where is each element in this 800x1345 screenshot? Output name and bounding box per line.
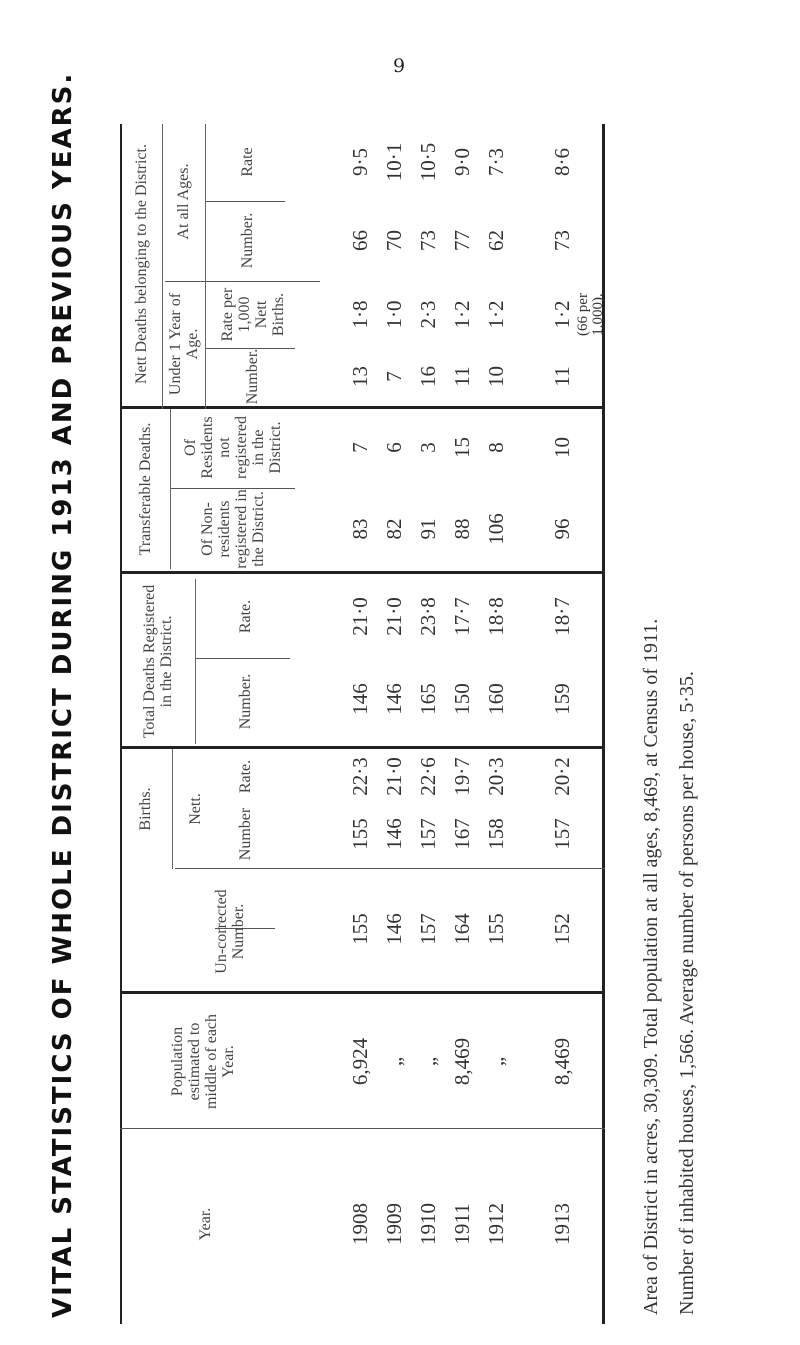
cell-residents: 15	[450, 437, 474, 458]
cell-all-number: 62	[484, 230, 508, 251]
header-non-residents: Of Non-residents registered in the District.	[198, 489, 267, 569]
cell-residents: 6	[382, 442, 406, 453]
cell-births-rate: 20·2	[550, 757, 574, 796]
header-uncorrected: Un-corrected Number.	[213, 889, 247, 974]
divider-births-sub	[175, 868, 605, 869]
cell-births-number: 167	[450, 818, 474, 850]
cell-all-number: 73	[416, 230, 440, 251]
header-nett-deaths: Nett Deaths belonging to the District.	[132, 144, 150, 384]
header-under-1-rate: Rate per 1,000 Nett Births.	[218, 287, 287, 342]
cell-residents: 7	[348, 442, 372, 453]
cell-all-rate: 9·5	[348, 148, 372, 176]
rule-nett-deaths-sub	[205, 124, 206, 409]
cell-uncorrected: 155	[484, 913, 508, 945]
cell-all-rate: 10·1	[382, 142, 406, 182]
cell-total-rate: 21·0	[348, 597, 372, 636]
cell-births-rate: 21·0	[382, 757, 406, 796]
cell-residents: 8	[484, 442, 508, 453]
cell-under-1-rate: 1·2	[450, 300, 474, 329]
cell-births-rate: 22·6	[416, 757, 440, 796]
cell-non-residents: 91	[416, 518, 440, 540]
cell-uncorrected: 152	[550, 913, 574, 945]
cell-uncorrected: 164	[450, 913, 474, 945]
cell-total-rate: 18·7	[550, 597, 574, 636]
cell-non-residents: 96	[550, 518, 574, 540]
divider-year	[120, 1128, 605, 1129]
cell-births-number: 157	[416, 818, 440, 850]
header-births-number: Number	[236, 807, 254, 861]
cell-births-rate: 20·3	[484, 757, 508, 796]
cell-uncorrected: 155	[348, 913, 372, 945]
cell-all-number: 66	[348, 230, 372, 251]
cell-under-1-number: 7	[382, 371, 406, 382]
rule-births-group	[172, 749, 173, 869]
header-all-rate: Rate	[239, 147, 256, 177]
cell-uncorrected: 146	[382, 913, 406, 945]
cell-under-1-rate: 1·0	[382, 300, 406, 329]
header-total-rate: Rate.	[236, 599, 254, 634]
cell-population: „	[484, 1056, 508, 1067]
cell-all-number: 77	[450, 230, 474, 251]
cell-total-number: 150	[450, 683, 474, 715]
header-births-rate: Rate.	[236, 759, 254, 794]
cell-under-1-rate: 1·2	[484, 300, 508, 329]
cell-all-rate: 9·0	[450, 148, 474, 176]
cell-total-number: 160	[484, 683, 508, 715]
header-all-number: Number.	[239, 212, 256, 269]
cell-under-1-number: 11	[450, 366, 474, 387]
cell-births-number: 155	[348, 818, 372, 850]
cell-year: 1910	[416, 1203, 440, 1245]
cell-under-1-rate: 1·2	[550, 300, 574, 329]
cell-total-number: 146	[348, 683, 372, 715]
cell-under-1-number: 11	[550, 366, 574, 387]
cell-total-rate: 23·8	[416, 597, 440, 636]
header-nett: Nett.	[186, 793, 204, 825]
cell-births-number: 157	[550, 818, 574, 850]
cell-births-number: 158	[484, 818, 508, 850]
page-number: 9	[392, 55, 406, 77]
cell-under-1-number: 10	[484, 366, 508, 387]
cell-non-residents: 82	[382, 518, 406, 540]
cell-total-rate: 21·0	[382, 597, 406, 636]
header-births: Births.	[136, 787, 154, 831]
divider-population	[120, 991, 605, 994]
header-residents: Of Residents not registered in the District.	[181, 415, 284, 480]
cell-population: „	[416, 1056, 440, 1067]
header-under-1-number: Number.	[244, 348, 261, 405]
cell-population: 6,924	[348, 1037, 372, 1086]
cell-total-number: 146	[382, 683, 406, 715]
header-total-number: Number.	[236, 673, 254, 730]
footer-line-1: Area of District in acres, 30,309. Total population at all ages, 8,469, at Census of 1911.	[640, 618, 662, 1315]
footer-line-2: Number of inhabited houses, 1,566. Average number of persons per house, 5·35.	[676, 671, 698, 1315]
cell-non-residents: 88	[450, 518, 474, 540]
cell-total-rate: 18·8	[484, 597, 508, 636]
cell-births-number: 146	[382, 818, 406, 850]
cell-residents: 3	[416, 442, 440, 453]
header-total-deaths: Total Deaths Registered in the District.	[140, 584, 175, 739]
cell-total-rate: 17·7	[450, 597, 474, 636]
cell-year: 1911	[450, 1203, 474, 1245]
rule-total-deaths-group	[195, 579, 196, 744]
cell-year: 1913	[550, 1203, 574, 1245]
cell-all-number: 70	[382, 230, 406, 251]
cell-total-number: 159	[550, 683, 574, 715]
cell-residents: 10	[550, 437, 574, 458]
page-title: VITAL STATISTICS OF WHOLE DISTRICT DURING 1913 AND PREVIOUS YEARS.	[48, 71, 78, 1318]
cell-population: 8,469	[550, 1037, 574, 1086]
cell-under-1-number: 16	[416, 366, 440, 387]
cell-population: 8,469	[450, 1037, 474, 1086]
cell-non-residents: 83	[348, 518, 372, 540]
header-transferable: Transferable Deaths.	[136, 422, 154, 556]
header-all-ages: At all Ages.	[175, 163, 192, 240]
header-year: Year.	[196, 1207, 214, 1241]
cell-all-rate: 7·3	[484, 148, 508, 176]
cell-non-residents: 106	[484, 513, 508, 545]
cell-year: 1912	[484, 1203, 508, 1245]
cell-total-number: 165	[416, 683, 440, 715]
cell-under-1-rate-note: (66 per 1,000).	[575, 293, 606, 336]
cell-year: 1908	[348, 1203, 372, 1245]
header-population: Population estimated to middle of each Year.	[168, 1013, 237, 1110]
cell-births-rate: 22·3	[348, 757, 372, 796]
cell-all-rate: 8·6	[550, 148, 574, 176]
statistics-table	[120, 124, 605, 1324]
cell-under-1-rate: 1·8	[348, 300, 372, 329]
cell-all-number: 73	[550, 230, 574, 251]
cell-all-rate: 10·5	[416, 142, 440, 182]
cell-births-rate: 19·7	[450, 757, 474, 796]
divider-total-deaths	[120, 571, 605, 574]
cell-under-1-number: 13	[348, 366, 372, 387]
header-under-1: Under 1 Year of Age.	[166, 292, 201, 396]
cell-population: „	[382, 1056, 406, 1067]
cell-under-1-rate: 2·3	[416, 300, 440, 329]
cell-year: 1909	[382, 1203, 406, 1245]
cell-uncorrected: 157	[416, 913, 440, 945]
